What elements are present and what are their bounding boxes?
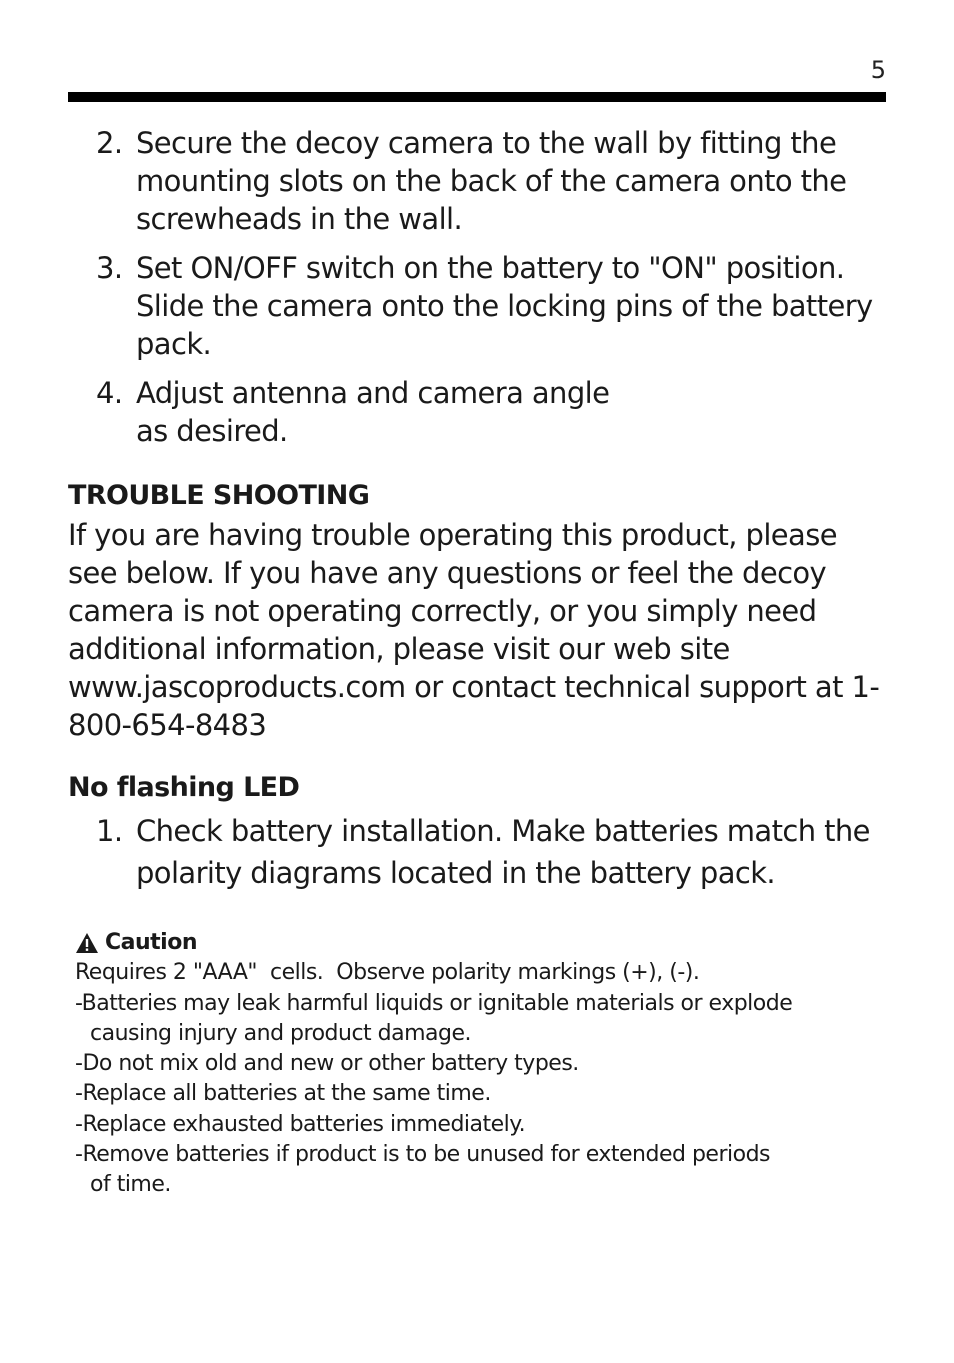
led-step-1 [68, 810, 898, 894]
caution-line: Requires 2 "AAA" cells. Observe polarity markings (+), (-). [75, 960, 700, 986]
caution-line: -Batteries may leak harmful liquids or ignitable materials or explode [75, 990, 793, 1016]
install-step-4 [68, 374, 898, 450]
caution-line: -Remove batteries if product is to be unused for extended periods [75, 1142, 770, 1168]
caution-title: Caution [105, 930, 197, 955]
header-rule [68, 92, 886, 102]
caution-header [75, 928, 895, 958]
page-number: 5 [870, 56, 886, 84]
warning-triangle-icon [75, 932, 99, 954]
caution-line: -Do not mix old and new or other battery types. [75, 1051, 579, 1077]
trouble-shooting-heading: TROUBLE SHOOTING [68, 480, 370, 511]
step-number: 1. [96, 814, 123, 848]
no-flashing-led-section [68, 768, 898, 905]
install-step-2 [68, 124, 898, 238]
step-text: Adjust antenna and camera angle as desired. [136, 376, 610, 448]
step-number: 2. [96, 126, 123, 160]
install-steps [68, 124, 898, 461]
caution-line: -Replace all batteries at the same time. [75, 1081, 491, 1107]
caution-box [75, 928, 895, 1201]
caution-line: causing injury and product damage. [90, 1020, 472, 1046]
step-number: 3. [96, 251, 123, 285]
step-text: Secure the decoy camera to the wall by fitting the mounting slots on the back of the camera onto the screwheads in the wall. [136, 126, 847, 236]
no-flashing-led-heading: No flashing LED [68, 772, 300, 803]
step-text: Set ON/OFF switch on the battery to "ON" position. Slide the camera onto the locking pins of the battery pack. [136, 251, 873, 361]
caution-line: of time. [90, 1172, 171, 1198]
install-step-3 [68, 249, 898, 363]
step-number: 4. [96, 376, 123, 410]
trouble-shooting-section [68, 476, 898, 744]
caution-line: -Replace exhausted batteries immediately. [75, 1111, 526, 1137]
trouble-shooting-body: If you are having trouble operating this product, please see below. If you have any questions or feel the decoy camera is not operating correctly, or you simply need additional information, please visit our web site www.jascoproducts.com or contact technical support at 1-800-654-8483 [68, 518, 880, 742]
step-text: Check battery installation. Make batteries match the polarity diagrams located in the battery pack. [136, 814, 870, 890]
